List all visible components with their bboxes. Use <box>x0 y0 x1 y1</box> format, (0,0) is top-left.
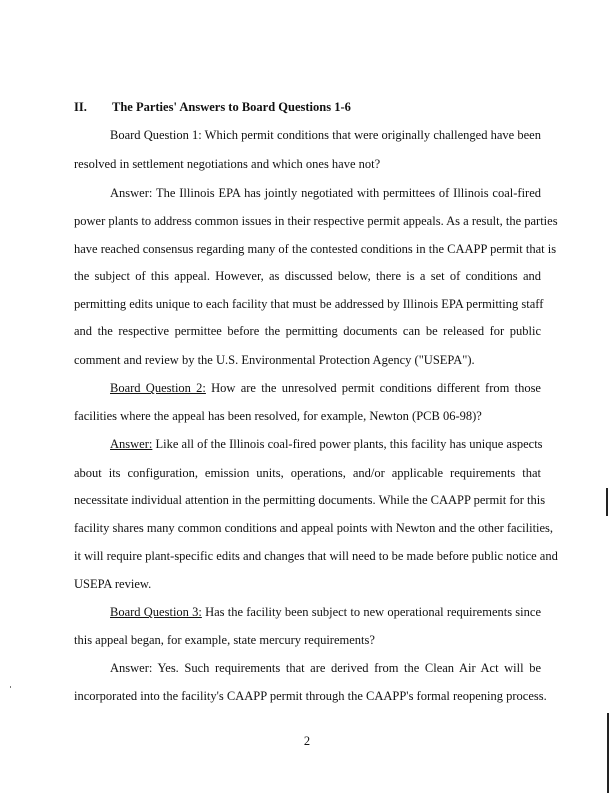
a1-line-5: permitting edits unique to each facility that must be addressed by Illinois EPA permitting staff <box>74 297 544 311</box>
q2-label: Board Question 2: <box>110 381 206 395</box>
a1-line-4: the subject of this appeal. However, as discussed below, there is a set of conditions and <box>74 269 541 283</box>
q3-label: Board Question 3: <box>110 605 202 619</box>
a2-line-3: necessitate individual attention in the permitting documents. While the CAAPP permit for this <box>74 493 546 507</box>
q2-line-1: Board Question 2: How are the unresolved permit conditions different from those <box>110 381 541 395</box>
a2-line-4: facility shares many common conditions and appeal points with Newton and the other facilities, <box>74 521 554 535</box>
q3-line-2: this appeal began, for example, state mercury requirements? <box>74 633 375 647</box>
section-heading <box>74 100 351 115</box>
a1-line-2: power plants to address common issues in their respective permit appeals. As a result, the parties <box>74 214 558 228</box>
a1-line-7: comment and review by the U.S. Environmental Protection Agency ("USEPA"). <box>74 353 475 367</box>
a2-line-5: it will require plant-specific edits and changes that will need to be made before public notice and <box>74 549 558 563</box>
a2-line-2: about its configuration, emission units, operations, and/or applicable requirements that <box>74 466 541 480</box>
a2-line-1: Answer: Like all of the Illinois coal-fired power plants, this facility has unique aspects <box>110 437 543 451</box>
q1-line-2: resolved in settlement negotiations and which ones have not? <box>74 157 381 171</box>
a3-line-1: Answer: Yes. Such requirements that are derived from the Clean Air Act will be <box>110 661 541 675</box>
page-number: 2 <box>303 734 311 748</box>
a1-line-1: Answer: The Illinois EPA has jointly negotiated with permittees of Illinois coal-fired <box>110 186 541 200</box>
scan-mark-upper <box>606 488 608 516</box>
q1-label: Board Question 1: <box>110 128 202 142</box>
section-title: The Parties' Answers to Board Questions 1-6 <box>112 100 351 114</box>
a2-label: Answer: <box>110 437 153 451</box>
section-number: II. <box>74 100 87 114</box>
a1-line-3: have reached consensus regarding many of the contested conditions in the CAAPP permit that is <box>74 242 557 256</box>
a2-line-6: USEPA review. <box>74 577 152 591</box>
a3-line-2: incorporated into the facility's CAAPP permit through the CAAPP's formal reopening process. <box>74 689 547 703</box>
scan-speck <box>10 686 11 688</box>
q3-line-1: Board Question 3: Has the facility been subject to new operational requirements since <box>110 605 541 619</box>
a1-line-6: and the respective permittee before the permitting documents can be released for public <box>74 324 541 338</box>
a3-label: Answer: <box>110 661 153 675</box>
a1-label: Answer: <box>110 186 153 200</box>
scan-mark-lower <box>607 713 609 793</box>
q1-line-1: Board Question 1: Which permit conditions that were originally challenged have been <box>110 128 541 142</box>
q2-line-2: facilities where the appeal has been resolved, for example, Newton (PCB 06-98)? <box>74 409 482 423</box>
